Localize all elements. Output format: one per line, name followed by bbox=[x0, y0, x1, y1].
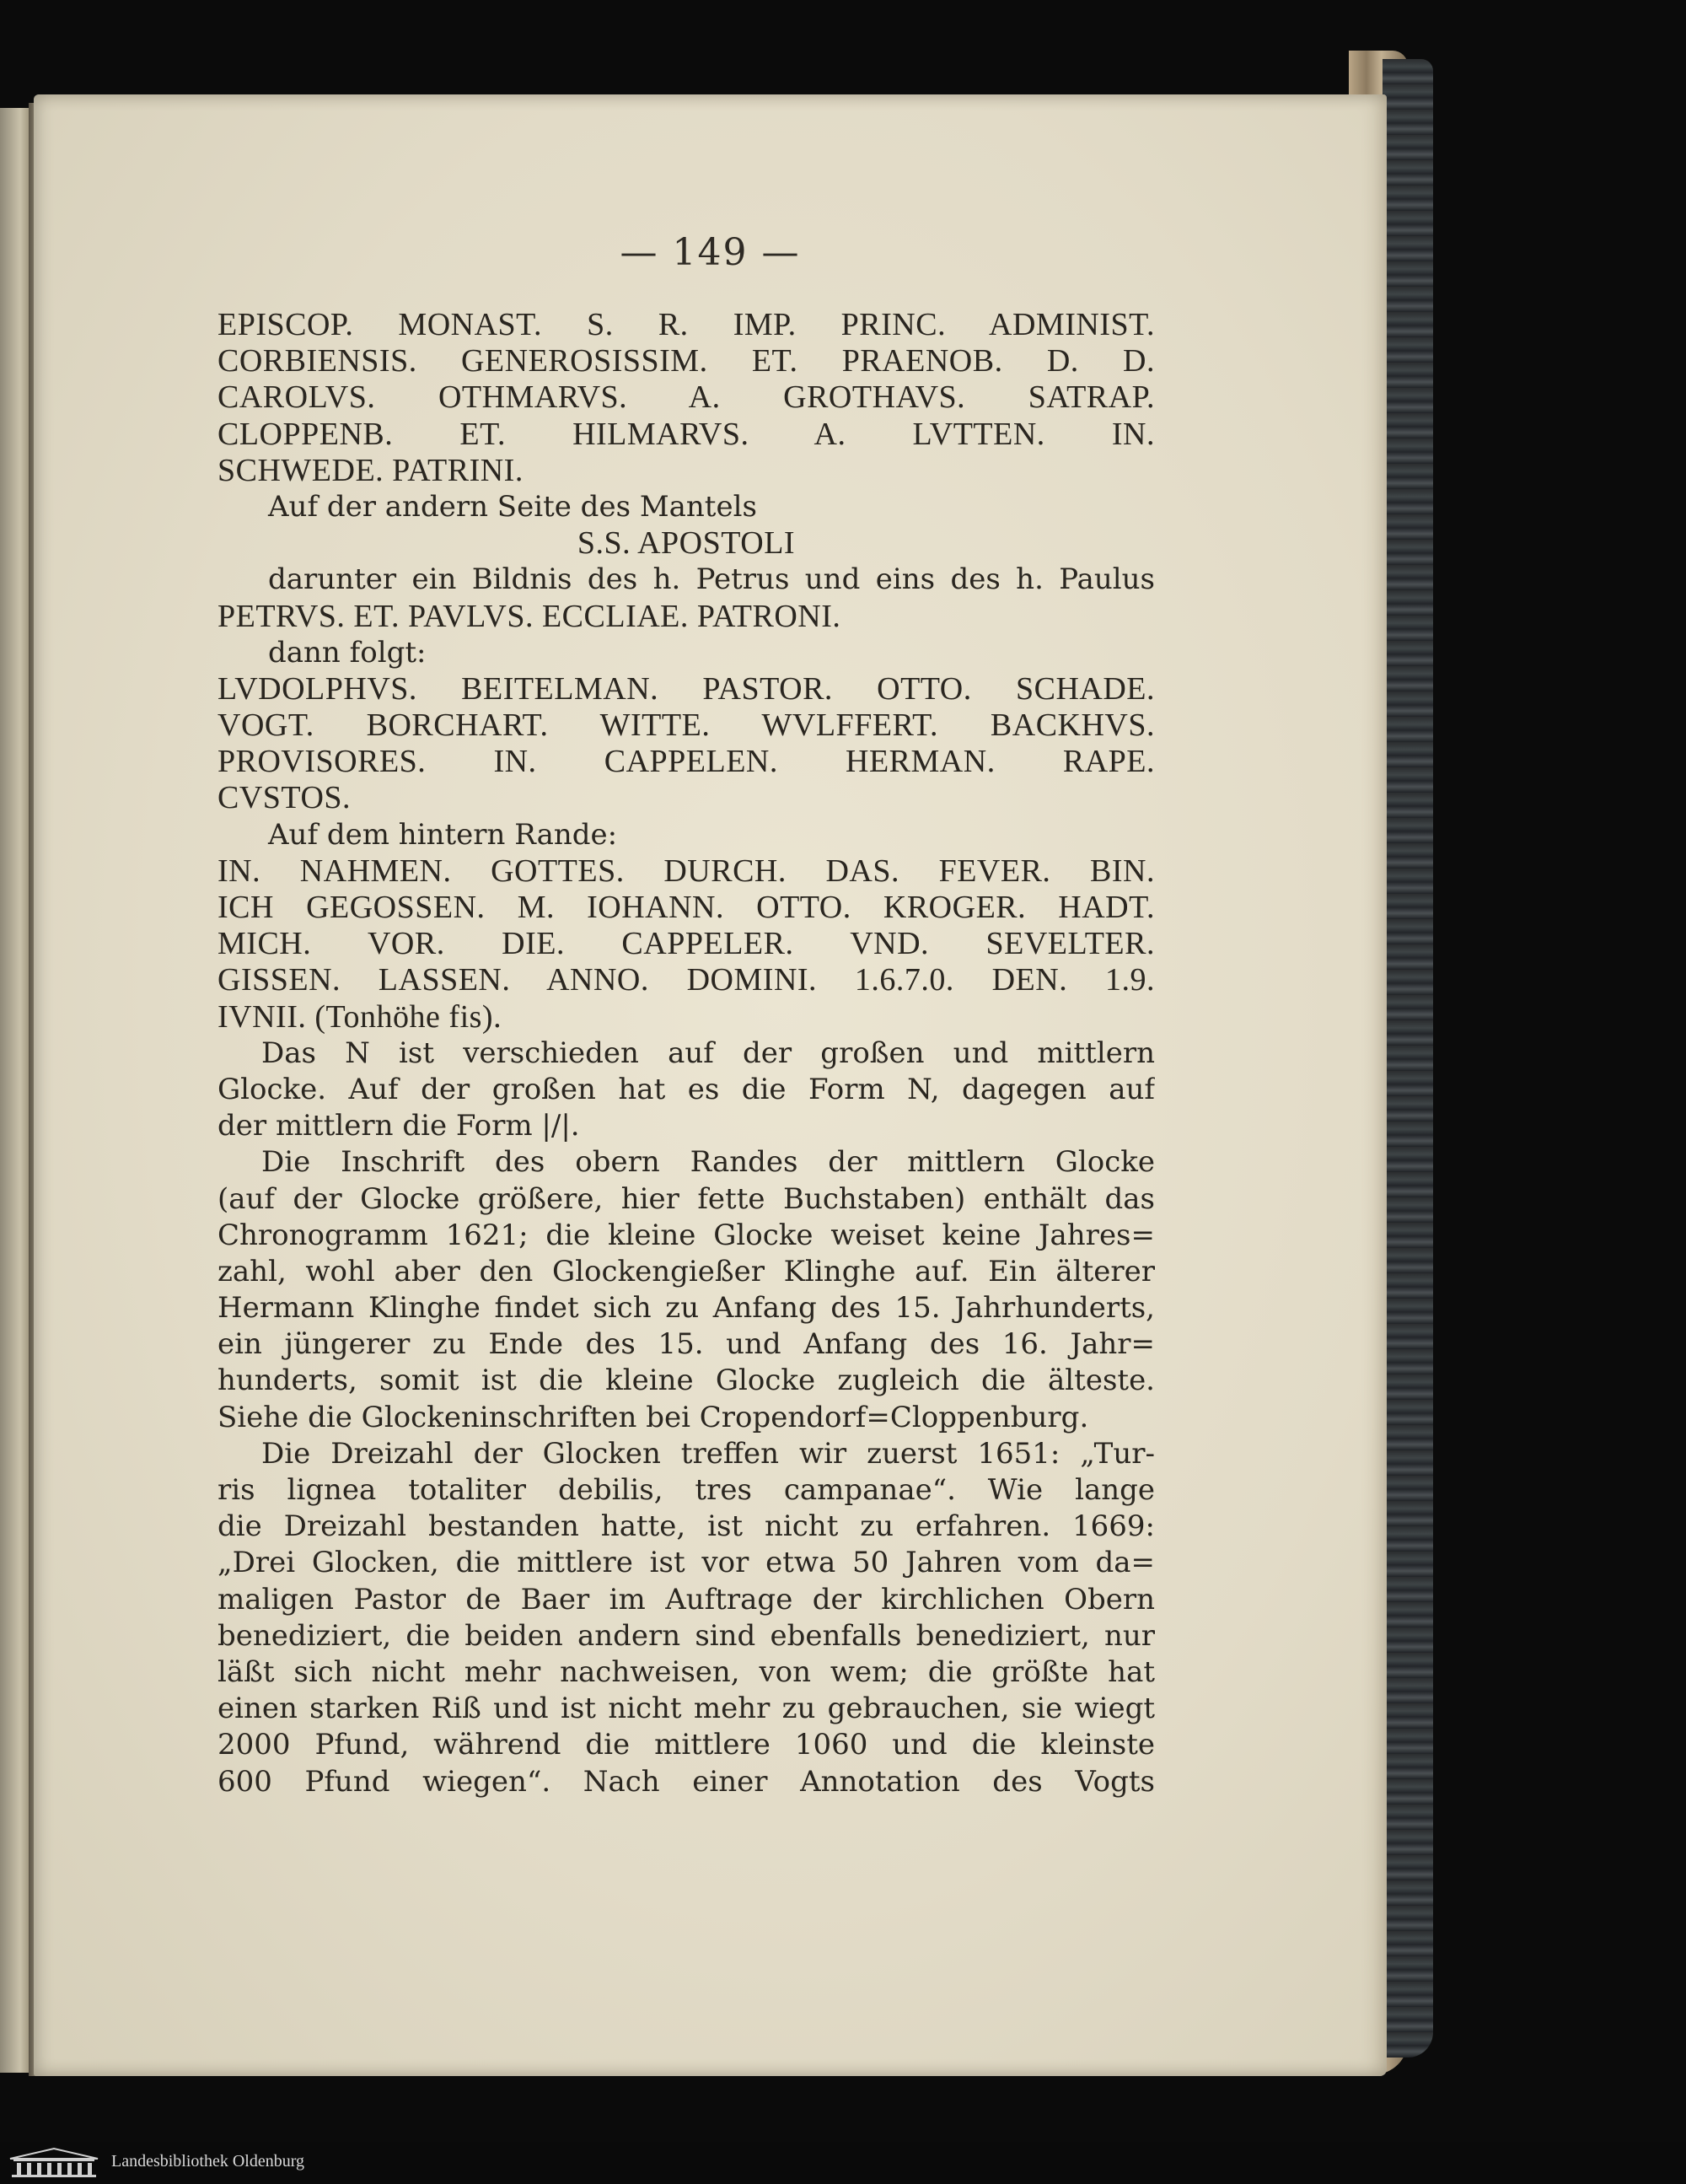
text-line: zahl, wohl aber den Glockengießer Klinghe auf. Ein älterer bbox=[217, 1254, 1155, 1288]
text-line: Chronogramm 1621; die kleine Glocke weiset keine Jahres= bbox=[217, 1218, 1155, 1252]
text-line: ris lignea totaliter debilis, tres campanae“. Wie lange bbox=[217, 1473, 1155, 1507]
text-line: 600 Pfund wiegen“. Nach einer Annotation des Vogts bbox=[217, 1764, 1155, 1799]
text-line: Siehe die Glockeninschriften bei Cropendorf=Cloppenburg. bbox=[217, 1400, 1089, 1434]
text-line: 2000 Pfund, während die mittlere 1060 und die kleinste bbox=[217, 1728, 1155, 1762]
library-name: Landesbibliothek Oldenburg bbox=[111, 2152, 305, 2171]
text-line: „Drei Glocken, die mittlere ist vor etwa 50 Jahren vom da= bbox=[217, 1546, 1155, 1580]
book-page bbox=[34, 94, 1387, 2076]
text-line: Die Inschrift des obern Randes der mittlern Glocke bbox=[261, 1145, 1155, 1180]
text-line: CVSTOS. bbox=[217, 780, 352, 816]
text-line: LVDOLPHVS. BEITELMAN. PASTOR. OTTO. SCHADE. bbox=[217, 670, 1155, 707]
text-line: dann folgt: bbox=[268, 635, 427, 670]
page-number: — 149 — bbox=[620, 231, 801, 274]
text-line: läßt sich nicht mehr nachweisen, von wem; die größte hat bbox=[217, 1654, 1155, 1689]
text-line: VOGT. BORCHART. WITTE. WVLFFERT. BACKHVS. bbox=[217, 707, 1155, 744]
text-line: darunter ein Bildnis des h. Petrus und eins des h. Paulus bbox=[268, 562, 1155, 597]
text-line: ICH GEGOSSEN. M. IOHANN. OTTO. KROGER. HADT. bbox=[217, 890, 1155, 925]
text-line: IVNII. (Tonhöhe fis). bbox=[217, 998, 502, 1035]
page-text bbox=[217, 307, 1155, 1800]
book-cover-edge bbox=[1383, 59, 1433, 2058]
text-line: die Dreizahl bestanden hatte, ist nicht zu erfahren. 1669: bbox=[217, 1509, 1155, 1544]
library-building-icon bbox=[7, 2147, 101, 2179]
text-line: Auf der andern Seite des Mantels bbox=[268, 489, 757, 524]
text-line: Hermann Klinghe findet sich zu Anfang des 15. Jahrhunderts, bbox=[217, 1291, 1155, 1326]
text-line: CAROLVS. OTHMARVS. A. GROTHAVS. SATRAP. bbox=[217, 379, 1155, 416]
text-line: IN. NAHMEN. GOTTES. DURCH. DAS. FEVER. BIN. bbox=[217, 853, 1155, 889]
text-line: CORBIENSIS. GENEROSISSIM. ET. PRAENOB. D. D. bbox=[217, 343, 1155, 379]
text-line: einen starken Riß und ist nicht mehr zu gebrauchen, sie wiegt bbox=[217, 1692, 1155, 1726]
text-line: PETRVS. ET. PAVLVS. ECCLIAE. PATRONI. bbox=[217, 598, 841, 634]
text-line: hunderts, somit ist die kleine Glocke zugleich die älteste. bbox=[217, 1364, 1155, 1398]
text-line: PROVISORES. IN. CAPPELEN. HERMAN. RAPE. bbox=[217, 744, 1155, 780]
text-line: (auf der Glocke größere, hier fette Buchstaben) enthält das bbox=[217, 1181, 1155, 1216]
text-line: MICH. VOR. DIE. CAPPELER. VND. SEVELTER. bbox=[217, 926, 1155, 962]
text-line: ein jüngerer zu Ende des 15. und Anfang des 16. Jahr= bbox=[217, 1327, 1155, 1362]
text-line: SCHWEDE. PATRINI. bbox=[217, 452, 524, 488]
text-line: Glocke. Auf der großen hat es die Form N, dagegen auf bbox=[217, 1072, 1155, 1106]
text-line: Die Dreizahl der Glocken treffen wir zuerst 1651: „Tur- bbox=[261, 1436, 1155, 1471]
previous-page-edge bbox=[0, 108, 29, 2073]
text-line: GISSEN. LASSEN. ANNO. DOMINI. 1.6.7.0. DEN. 1.9. bbox=[217, 962, 1155, 998]
text-line: S.S. APOSTOLI bbox=[577, 525, 796, 562]
text-line: Das N ist verschieden auf der großen und mittlern bbox=[261, 1036, 1155, 1070]
text-line: Auf dem hintern Rande: bbox=[268, 817, 618, 852]
text-line: maligen Pastor de Baer im Auftrage der kirchlichen Obern bbox=[217, 1582, 1155, 1616]
text-line: CLOPPENB. ET. HILMARVS. A. LVTTEN. IN. bbox=[217, 416, 1155, 452]
text-line: der mittlern die Form |/|. bbox=[217, 1109, 580, 1143]
text-line: benediziert, die beiden andern sind ebenfalls benediziert, nur bbox=[217, 1618, 1155, 1653]
text-line: EPISCOP. MONAST. S. R. IMP. PRINC. ADMINIST. bbox=[217, 307, 1155, 342]
